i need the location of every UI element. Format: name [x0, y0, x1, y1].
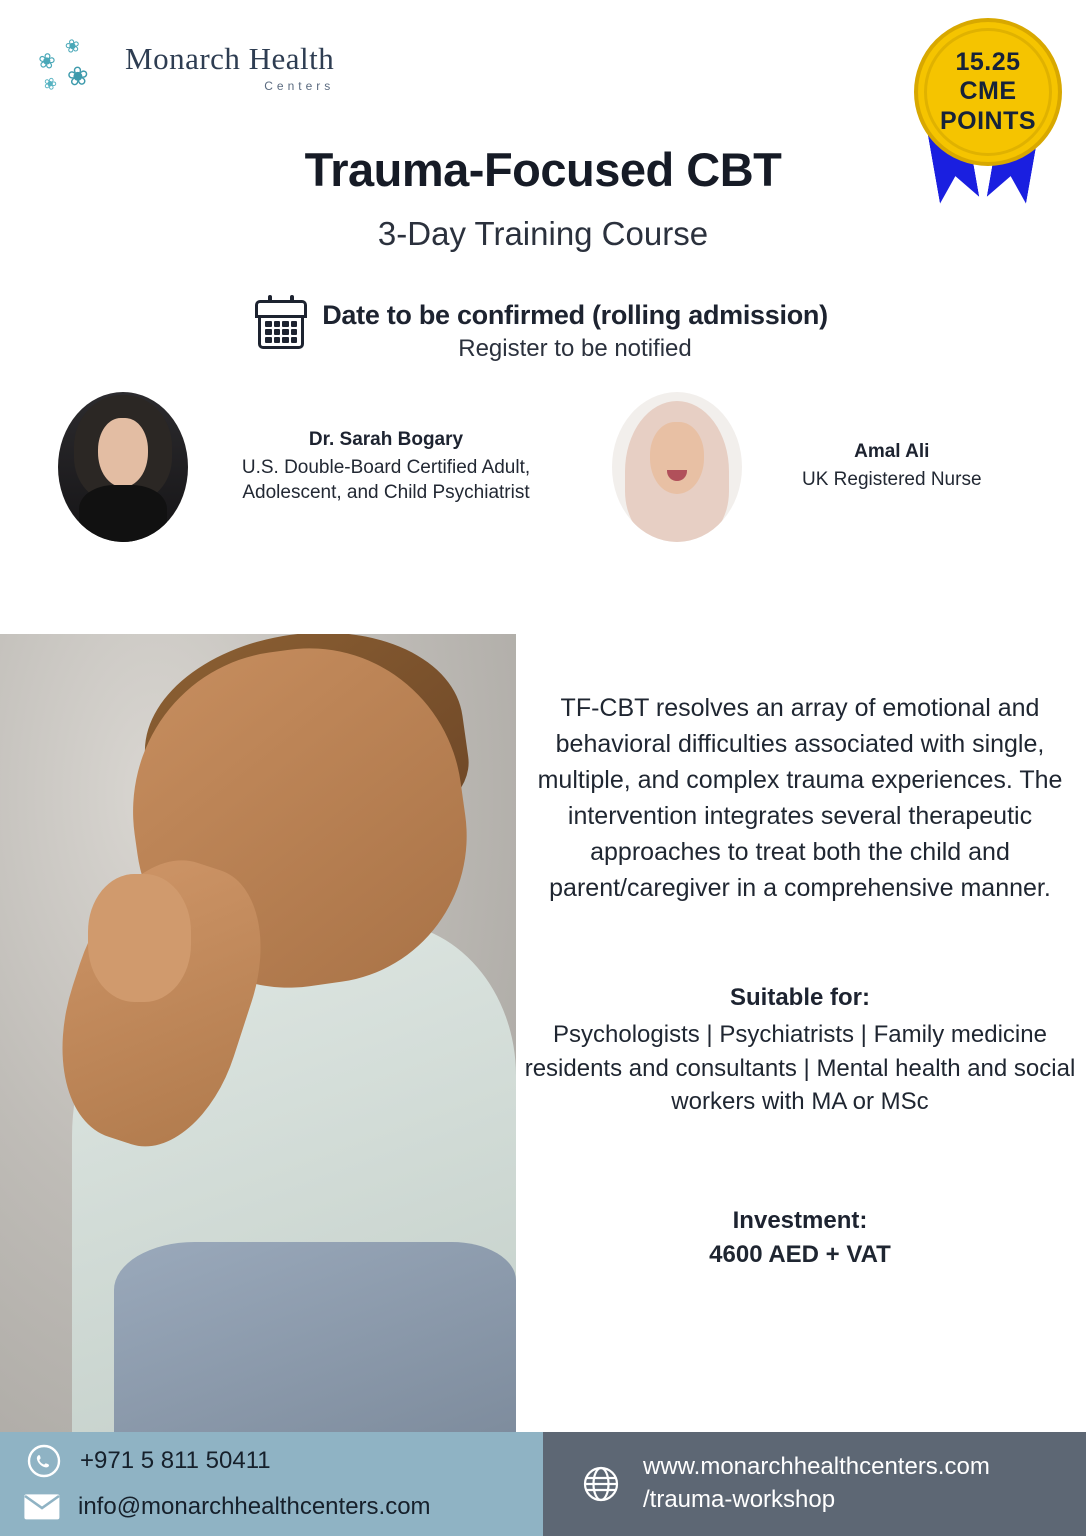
cme-seal	[914, 18, 1062, 166]
presenter-name: Amal Ali	[854, 441, 930, 463]
brand-name: Monarch Health	[125, 40, 335, 76]
date-primary: Date to be confirmed (rolling admission)	[322, 300, 828, 330]
email-address: info@monarchhealthcenters.com	[78, 1493, 431, 1520]
avatar	[58, 392, 188, 542]
email-row[interactable]	[22, 1487, 543, 1527]
date-block	[0, 300, 1086, 363]
presenters-section	[0, 392, 1086, 567]
presenter-card	[58, 392, 566, 542]
cme-points-label: POINTS	[939, 106, 1037, 135]
website-url-line1: www.monarchhealthcenters.com	[643, 1453, 990, 1481]
page-subtitle: 3-Day Training Course	[377, 215, 709, 252]
description-section	[520, 690, 1080, 1269]
hero-photo-crying-child	[0, 634, 516, 1434]
suitable-text: Psychologists | Psychiatrists | Family medicine residents and consultants | Mental health and social workers with MA or MSc	[524, 1021, 1076, 1116]
cme-label: CME	[959, 77, 1017, 106]
brand-subtitle: Centers	[264, 79, 335, 94]
investment-heading: Investment:	[732, 1206, 868, 1234]
butterflies-icon: ❀ ❀ ❀ ❀	[36, 34, 90, 95]
cme-points-value: 15.25	[955, 47, 1021, 76]
suitable-heading: Suitable for:	[729, 984, 870, 1011]
presenter-role: U.S. Double-Board Certified Adult, Adolescent, and Child Psychiatrist	[241, 456, 531, 503]
presenter-card	[612, 392, 982, 542]
lead-paragraph: TF-CBT resolves an array of emotional and behavioral difficulties associated with single, multiple, and complex trauma experiences. The intervention integrates several therapeutic approaches to treat both the child and parent/caregiver in a comprehensive manner.	[537, 694, 1063, 902]
page-title: Trauma-Focused CBT	[304, 143, 782, 196]
phone-row[interactable]	[22, 1441, 543, 1481]
presenter-name: Dr. Sarah Bogary	[308, 428, 464, 450]
calendar-icon	[258, 303, 304, 349]
phone-number: +971 5 811 50411	[80, 1447, 271, 1474]
date-secondary: Register to be notified	[458, 335, 692, 362]
whatsapp-icon	[24, 1441, 64, 1481]
website-url-line2: /trauma-workshop	[643, 1486, 836, 1513]
presenter-role: UK Registered Nurse	[802, 469, 982, 491]
investment-value: 4600 AED + VAT	[709, 1240, 891, 1268]
globe-icon	[581, 1464, 621, 1504]
avatar	[612, 392, 742, 542]
brand-logo	[35, 28, 395, 108]
footer-contact	[0, 1432, 543, 1536]
envelope-icon	[22, 1487, 62, 1527]
footer	[0, 1432, 1086, 1536]
footer-website[interactable]	[543, 1432, 1086, 1536]
